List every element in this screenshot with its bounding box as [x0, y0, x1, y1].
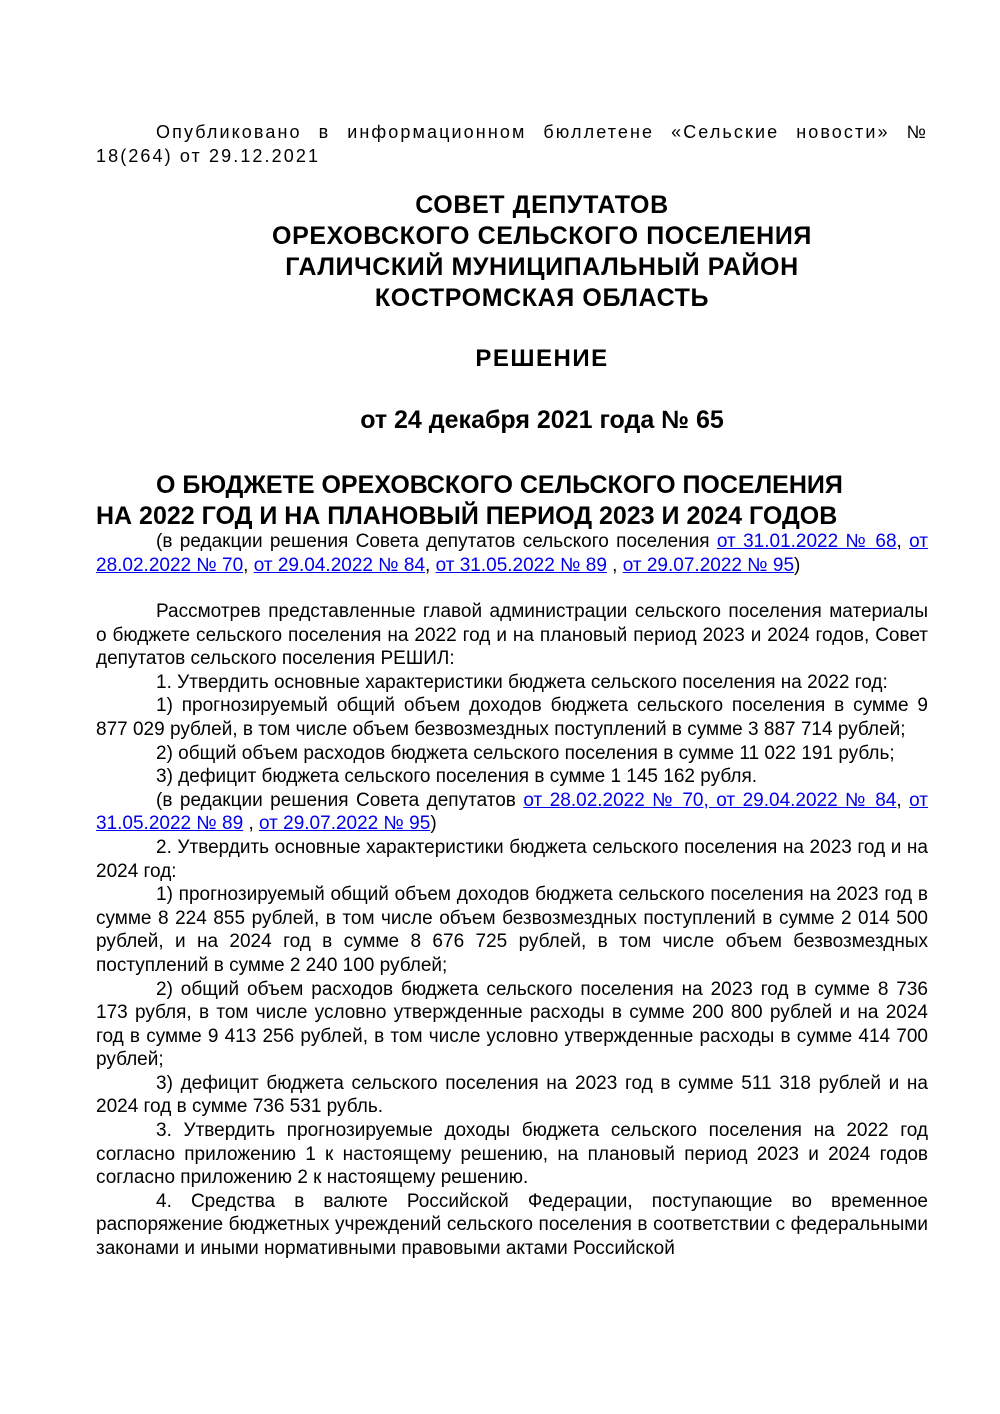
revision-link-2022-05-31[interactable]: от 31.05.2022 № 89 [435, 554, 607, 576]
revision-link-2022-04-29[interactable]: от 29.04.2022 № 84 [253, 554, 426, 576]
paragraph-2-3: 3) дефицит бюджета сельского поселения на 2023 год в сумме 511 318 рублей и на 2024 год в сумме 736 531 рубль. [96, 1072, 928, 1118]
revision-link-2022-02-28-and-04-29[interactable]: от 28.02.2022 № 70, от 29.04.2022 № 84 [523, 789, 897, 811]
decision-date: от 24 декабря 2021 года № 65 [360, 406, 724, 434]
paragraph-4: 4. Средства в валюте Российской Федерации, поступающие во временное распоряжение бюджетных учреждений сельского поселения в соответствии с федеральными законами и иными нормативными правовыми актами Российской [96, 1190, 928, 1260]
header-line-district: ГАЛИЧСКИЙ МУНИЦИПАЛЬНЫЙ РАЙОН [285, 253, 799, 281]
header-line-settlement: ОРЕХОВСКОГО СЕЛЬСКОГО ПОСЕЛЕНИЯ [272, 222, 812, 250]
document-title [96, 470, 928, 532]
paragraph-2-1: 1) прогнозируемый общий объем доходов бюджета сельского поселения на 2023 год в сумме 8 224 855 рублей, в том числе объем безвозмездных поступлений в сумме 2 014 500 рублей, и на 2024 год в сумме 8 676 725 рублей, в том числе объем безвозмездных поступлений в сумме 2 240 100 рублей; [96, 884, 928, 976]
paragraph-2: 2. Утвердить основные характеристики бюджета сельского поселения на 2023 год и на 2024 год: [96, 836, 928, 882]
revision-link-2022-01-31[interactable]: от 31.01.2022 № 68 [716, 531, 897, 552]
decision-body [96, 600, 928, 1261]
revision-link-2022-05-31[interactable]: от 31.05.2022 № 89 [96, 789, 928, 835]
paragraph-2-2: 2) общий объем расходов бюджета сельского поселения на 2023 год в сумме 8 736 173 рубля, в том числе условно утвержденные расходы в сумме 200 800 рублей и на 2024 год в сумме 9 413 256 рублей, в том числе условно утвержденные расходы в сумме 414 700 рублей; [96, 978, 928, 1071]
paragraph-1-3: 3) дефицит бюджета сельского поселения в сумме 1 145 162 рубля. [156, 766, 758, 788]
paragraph-3: 3. Утвердить прогнозируемые доходы бюджета сельского поселения на 2022 год согласно приложению 1 к настоящему решению, на плановый период 2023 и 2024 годов согласно приложению 2 к настоящему решению. [96, 1120, 928, 1189]
paragraph-1-2: 2) общий объем расходов бюджета сельского поселения в сумме 11 022 191 рубль; [156, 742, 895, 764]
paragraph-1: 1. Утвердить основные характеристики бюджета сельского поселения на 2022 год: [156, 671, 888, 693]
issuing-body-header [96, 190, 988, 314]
document-title-line-1: О БЮДЖЕТЕ ОРЕХОВСКОГО СЕЛЬСКОГО ПОСЕЛЕНИЯ [156, 471, 843, 499]
revision-link-2022-02-28[interactable]: от 28.02.2022 № 70 [96, 531, 929, 576]
header-line-region: КОСТРОМСКАЯ ОБЛАСТЬ [374, 284, 710, 312]
paragraph-intro: Рассмотрев представленные главой администрации сельского поселения материалы о бюджете сельского поселения на 2022 год и на плановый период 2023 и 2024 годов, Совет депутатов сельского поселения РЕШИЛ: [96, 601, 928, 670]
revision-note-1: (в редакции решения Совета депутатов сельского поселения от 31.01.2022 № 68, от 28.02.2022 № 70, от 29.04.2022 № 84, от 31.05.2022 № 89 , от 29.07.2022 № 95) [96, 531, 929, 576]
revision-link-2022-07-29[interactable]: от 29.07.2022 № 95 [622, 554, 795, 576]
decision-label: РЕШЕНИЕ [475, 345, 609, 372]
document-title-line-2: НА 2022 ГОД И НА ПЛАНОВЫЙ ПЕРИОД 2023 И 2024 ГОДОВ [96, 502, 838, 530]
revision-link-2022-07-29[interactable]: от 29.07.2022 № 95 [259, 813, 431, 835]
header-line-council: СОВЕТ ДЕПУТАТОВ [415, 191, 669, 219]
publication-note-text: Опубликовано в информационном бюллетене «Сельские новости» № 18(264) от 29.12.2021 [96, 122, 928, 166]
revision-note-2: (в редакции решения Совета депутатов от 28.02.2022 № 70, от 29.04.2022 № 84, от 31.05.2022 № 89 , от 29.07.2022 № 95) [96, 789, 928, 835]
publication-note [96, 120, 928, 168]
paragraph-1-1: 1) прогнозируемый общий объем доходов бюджета сельского поселения в сумме 9 877 029 рублей, в том числе объем безвозмездных поступлений в сумме 3 887 714 рублей; [96, 695, 928, 740]
